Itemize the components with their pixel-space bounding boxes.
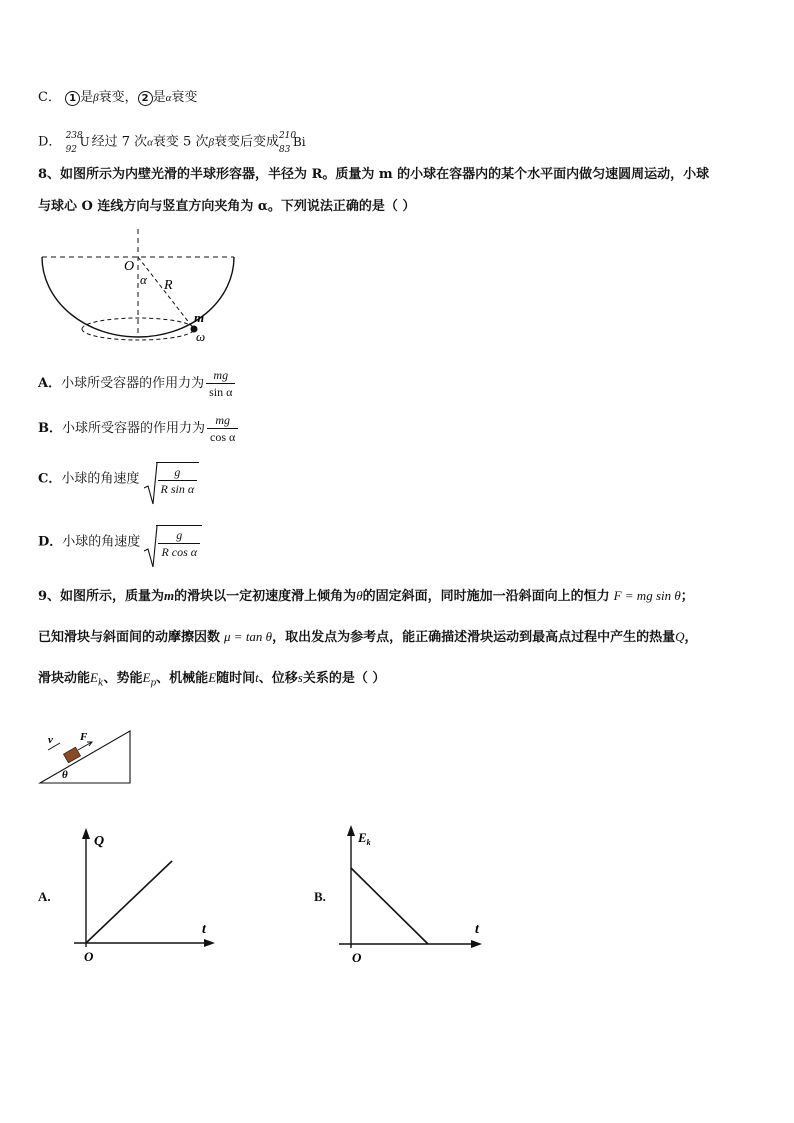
q8-option-b xyxy=(38,413,238,444)
q8-option-c xyxy=(38,462,199,496)
denominator: R cos α xyxy=(158,543,200,559)
q9-stem-line2 xyxy=(38,627,697,648)
stem-text: 的滑块以一定初速度滑上倾角为 xyxy=(174,589,357,604)
subscript: p xyxy=(150,678,157,689)
q8-option-a xyxy=(38,368,235,399)
var-s: s xyxy=(297,670,303,685)
circled-number-2: 2 xyxy=(138,91,153,106)
x-arrowhead xyxy=(471,940,482,948)
graph-a-label: A. xyxy=(38,889,51,904)
stem-text: 、机械能 xyxy=(156,671,209,686)
q8-stem-line2: 与球心 O 连线方向与竖直方向夹角为 α。下列说法正确的是（ ） xyxy=(38,199,416,214)
force-equation: F = mg sin θ xyxy=(613,588,681,603)
y-axis-label: $E_k$ xyxy=(358,830,371,847)
option-text: 是 xyxy=(80,90,94,105)
var-Ek: E xyxy=(90,670,98,685)
label-O: O xyxy=(124,259,135,274)
radical-sign xyxy=(144,462,158,506)
option-text: 小球的角速度 xyxy=(62,534,141,550)
stem-text: ； xyxy=(680,589,694,604)
stem-text: 、位移 xyxy=(258,671,298,686)
incline-figure xyxy=(38,728,138,788)
radical-sign xyxy=(144,525,158,569)
denominator: cos α xyxy=(207,428,238,444)
beta-symbol: β xyxy=(208,136,214,149)
y-arrowhead xyxy=(347,825,355,836)
option-text: 衰变 xyxy=(171,90,198,105)
stem-text: 已知滑块与斜面间的动摩擦因数 xyxy=(38,630,221,645)
option-text: 衰变 5 次 xyxy=(152,134,209,150)
option-text: 是 xyxy=(152,90,166,105)
origin-label: O xyxy=(352,950,362,965)
stem-text: 滑块动能 xyxy=(38,671,91,686)
var-E: E xyxy=(208,670,217,685)
option-label: D． xyxy=(38,134,62,150)
numerator: mg xyxy=(213,368,229,382)
option-label: C． xyxy=(38,471,62,487)
stem-text: 关系的是（ ） xyxy=(302,671,386,686)
label-v: v xyxy=(48,734,53,746)
graph-b-label: B. xyxy=(314,889,326,904)
option-text: 小球所受容器的作用力为 xyxy=(61,376,205,391)
stem-text: 的固定斜面，同时施加一沿斜面向上的恒力 xyxy=(362,589,610,604)
alpha-symbol: α xyxy=(147,136,153,149)
var-Q: Q xyxy=(675,629,685,644)
beta-symbol: β xyxy=(93,92,99,104)
option-label: B． xyxy=(38,421,62,436)
q7-option-c xyxy=(38,88,197,108)
option-text: 衰变， xyxy=(98,90,138,105)
stem-text: 随时间 xyxy=(216,671,256,686)
option-text: 小球所受容器的作用力为 xyxy=(62,421,206,436)
label-R: R xyxy=(164,278,173,293)
subscript: k xyxy=(97,678,104,689)
stem-text: 、势能 xyxy=(103,671,143,686)
q9-stem-line1 xyxy=(38,586,694,607)
q7-option-d xyxy=(38,130,309,154)
stem-text: 9、如图所示，质量为 xyxy=(38,589,165,604)
element-symbol: U xyxy=(79,135,90,149)
x-axis-label: t xyxy=(202,922,206,937)
x-arrowhead xyxy=(204,939,215,947)
circled-number-1: 1 xyxy=(65,91,80,106)
label-F: F xyxy=(80,731,88,743)
graph-line xyxy=(86,861,172,943)
fraction xyxy=(206,368,235,399)
uranium-nuclide xyxy=(66,130,92,154)
denominator: R sin α xyxy=(158,480,198,496)
element-symbol: Bi xyxy=(292,135,306,149)
var-theta: θ xyxy=(356,588,363,603)
hemisphere-figure xyxy=(36,225,246,350)
x-axis-label: t xyxy=(475,922,479,937)
y-axis-label: Q xyxy=(94,834,105,849)
numerator: g xyxy=(174,465,181,479)
denominator: sin α xyxy=(206,383,235,399)
radius-line xyxy=(138,257,194,329)
option-label: D． xyxy=(38,534,63,550)
graph-line xyxy=(351,868,428,944)
square-root xyxy=(144,525,202,559)
fraction xyxy=(156,525,202,559)
var-t: t xyxy=(255,670,259,685)
fraction xyxy=(207,413,238,444)
label-m: m xyxy=(194,310,205,325)
var-Ep: E xyxy=(142,670,151,685)
label-alpha: α xyxy=(140,272,147,287)
label-theta: θ xyxy=(62,769,68,781)
stem-text: ，取出发点为参考点，能正确描述滑块运动到最高点过程中产生的热量 xyxy=(272,630,676,645)
q8-option-d xyxy=(38,525,202,559)
y-arrowhead xyxy=(82,828,90,839)
graph-a xyxy=(60,825,220,970)
origin-label: O xyxy=(84,949,94,964)
bismuth-nuclide xyxy=(279,130,309,154)
q8-stem-line1: 8、如图所示为内壁光滑的半球形容器，半径为 R。质量为 m 的小球在容器内的某个水平面内做匀速圆周运动，小球 xyxy=(38,167,710,182)
force-arrow xyxy=(78,742,92,750)
graph-b xyxy=(325,820,490,970)
square-root xyxy=(144,462,200,496)
atomic-number: 83 xyxy=(278,145,291,155)
option-label: C． xyxy=(38,90,61,105)
fraction xyxy=(156,462,200,496)
atomic-number: 92 xyxy=(65,145,78,155)
numerator: g xyxy=(176,528,183,542)
mass-number: 238 xyxy=(65,131,83,141)
stem-text: ， xyxy=(684,630,698,645)
option-label: A． xyxy=(38,376,62,391)
alpha-symbol: α xyxy=(165,92,172,104)
label-omega: ω xyxy=(196,329,206,344)
option-text: 衰变后变成 xyxy=(213,134,279,150)
mass-number: 210 xyxy=(278,131,297,141)
option-text: 经过 7 次 xyxy=(91,134,148,150)
var-m: m xyxy=(164,588,175,603)
friction-equation: μ = tan θ xyxy=(224,629,273,644)
numerator: mg xyxy=(215,413,230,427)
option-text: 小球的角速度 xyxy=(61,471,140,487)
q9-stem-line3 xyxy=(38,668,385,694)
